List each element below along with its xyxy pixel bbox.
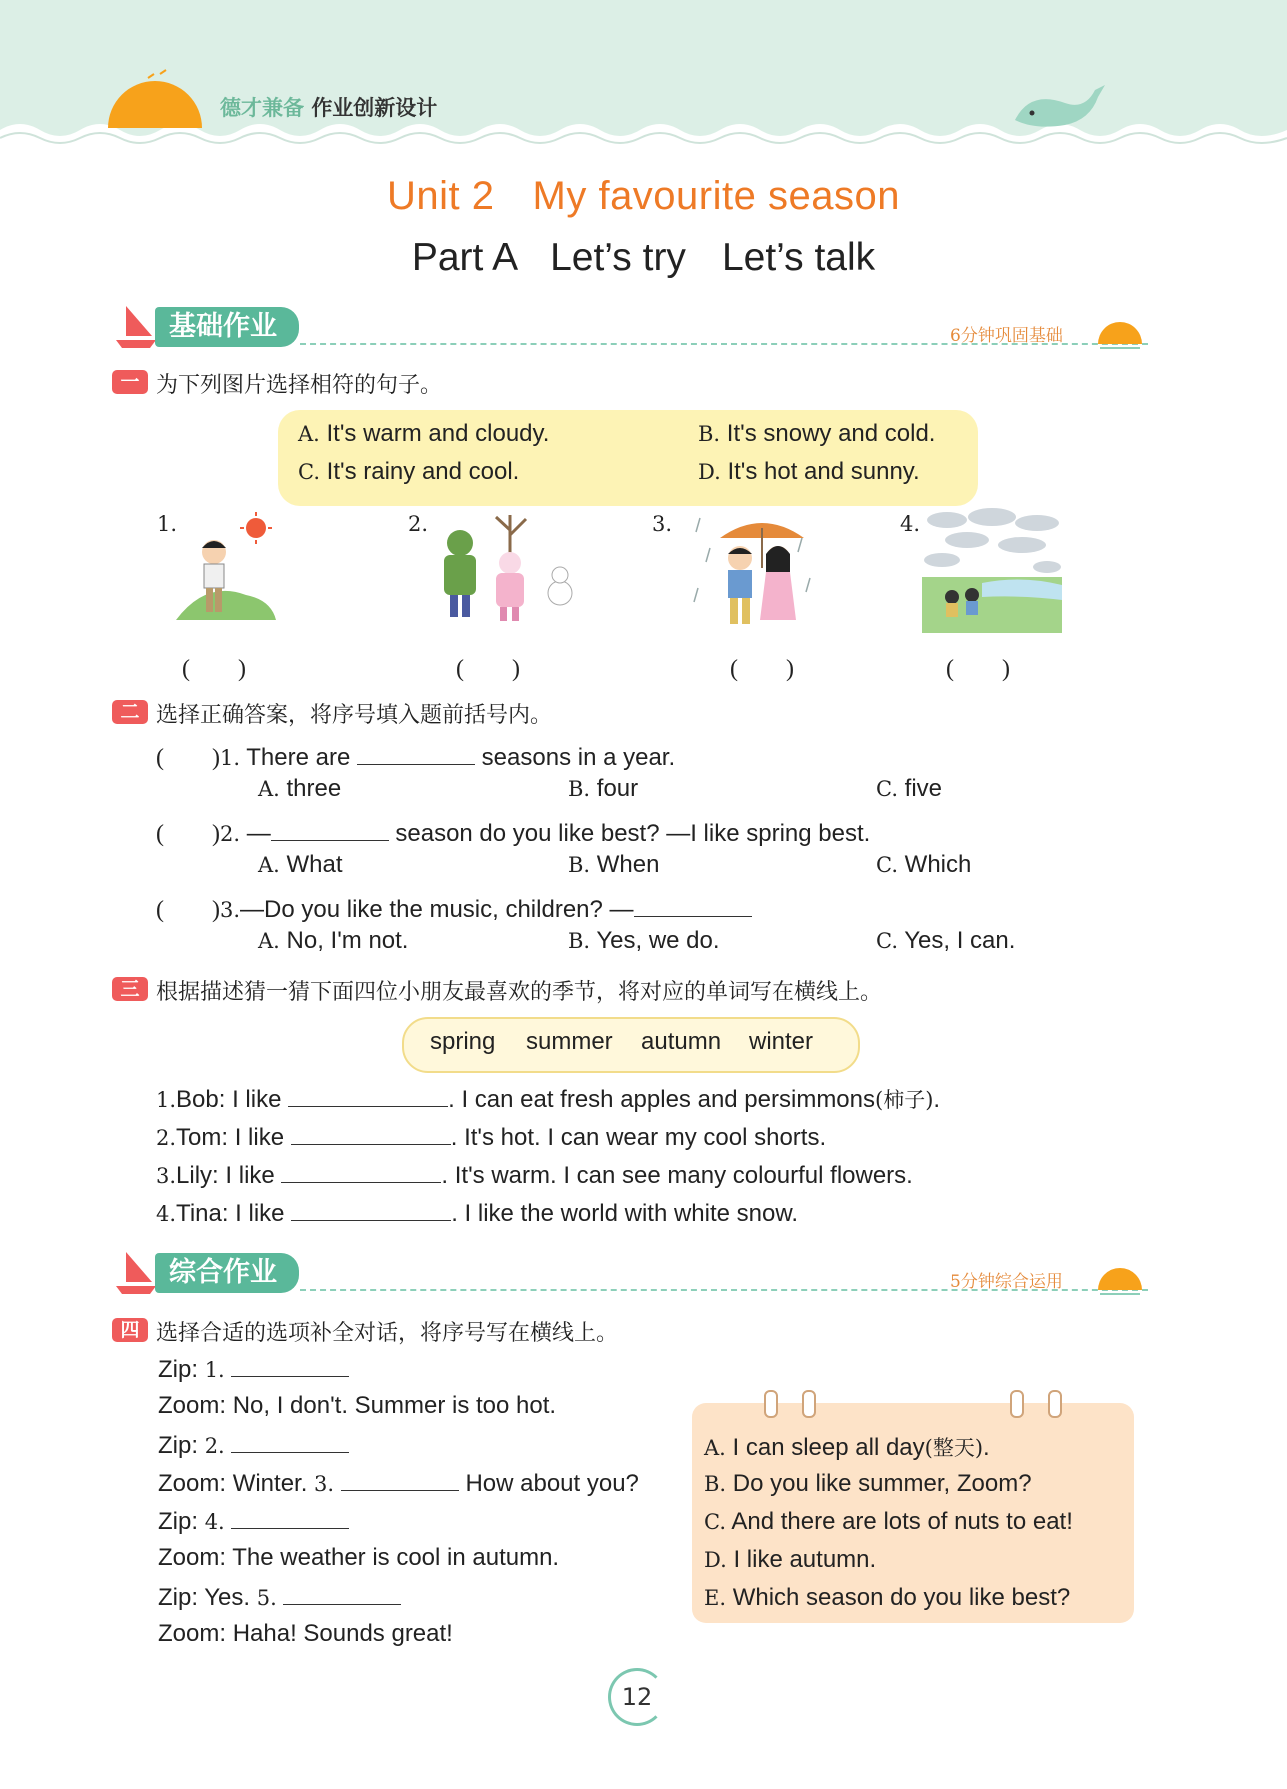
dialog-line-8: Zoom: Haha! Sounds great! <box>158 1620 453 1647</box>
q3-word-spring: spring <box>430 1028 496 1055</box>
q2-item-1-choice-a: A. three <box>258 775 342 802</box>
lesson-talk: Let’s talk <box>721 236 876 279</box>
dialog-blank-5[interactable] <box>283 1582 401 1605</box>
q3-item-2: 2.Tom: I like . It's hot. I can wear my cool shorts. <box>156 1124 827 1151</box>
q2-item-3-choice-a: A. No, I'm not. <box>258 927 409 954</box>
q1-number: 一 <box>112 370 148 394</box>
brand-sub: 作业创新设计 <box>311 96 438 120</box>
dialog-line-4: Zoom: Winter. 3. How about you? <box>158 1470 639 1497</box>
section-comprehensive-time: 5分钟综合运用 <box>950 1272 1063 1292</box>
section-comprehensive-label: 综合作业 <box>155 1253 299 1293</box>
picture-3-rainy-kids <box>690 508 820 633</box>
sailboat-icon <box>112 302 160 350</box>
q3-number: 三 <box>112 977 148 1001</box>
dialog-blank-2[interactable] <box>231 1430 349 1453</box>
picture-2-answer-paren[interactable]: ( ) <box>456 656 520 682</box>
q2-number: 二 <box>112 700 148 724</box>
q4-option-d: D. I like autumn. <box>704 1546 877 1573</box>
picture-2-snowy-kids <box>430 505 580 630</box>
q4-title: 选择合适的选项补全对话，将序号写在横线上。 <box>156 1321 619 1346</box>
binder-ring <box>802 1390 816 1418</box>
picture-4-answer-paren[interactable]: ( ) <box>946 656 1010 682</box>
q2-item-2-choice-b: B. When <box>568 851 660 878</box>
picture-2-label: 2. <box>408 512 429 536</box>
picture-1-label: 1. <box>157 512 178 536</box>
q3-item-3: 3.Lily: I like . It's warm. I can see many colourful flowers. <box>156 1162 913 1189</box>
q3-word-summer: summer <box>526 1028 613 1055</box>
q3-item-2-blank[interactable] <box>291 1122 451 1145</box>
dialog-line-1: Zip: 1. <box>158 1354 349 1384</box>
q2-item-2-choice-a: A. What <box>258 851 343 878</box>
q3-item-1: 1.Bob: I like . I can eat fresh apples and persimmons(柿子). <box>156 1086 941 1113</box>
unit-name: My favourite season <box>532 174 900 218</box>
whale-icon <box>1010 75 1110 135</box>
q2-item-1: ( )1. There are seasons in a year. <box>156 744 676 771</box>
q1-option-b: B. It's snowy and cold. <box>698 420 936 447</box>
q4-option-e: E. Which season do you like best? <box>704 1584 1071 1611</box>
q1-title: 为下列图片选择相符的句子。 <box>156 373 443 398</box>
binder-ring <box>1010 1390 1024 1418</box>
q2-item-3: ( )3.—Do you like the music, children? — <box>156 889 752 924</box>
part-label: Part A <box>411 236 519 279</box>
dialog-line-7: Zip: Yes. 5. <box>158 1582 401 1612</box>
q2-item-2-paren[interactable]: ( ) <box>156 821 220 847</box>
q1-option-d: D. It's hot and sunny. <box>698 458 920 485</box>
dialog-blank-4[interactable] <box>231 1506 349 1529</box>
q2-item-1-blank[interactable] <box>357 742 475 765</box>
dialog-blank-3[interactable] <box>341 1468 459 1491</box>
q2-item-2-choice-c: C. Which <box>876 851 972 878</box>
dialog-line-3: Zip: 2. <box>158 1430 349 1460</box>
q4-number: 四 <box>112 1318 148 1342</box>
q2-item-3-choice-b: B. Yes, we do. <box>568 927 720 954</box>
dialog-line-5: Zip: 4. <box>158 1506 349 1536</box>
sun-small-icon <box>1094 310 1146 350</box>
brand <box>220 92 437 122</box>
q2-item-1-choice-c: C. five <box>876 775 943 802</box>
q3-title: 根据描述猜一猜下面四位小朋友最喜欢的季节，将对应的单词写在横线上。 <box>156 980 883 1005</box>
q1-option-a: A. It's warm and cloudy. <box>298 420 550 447</box>
q3-item-1-blank[interactable] <box>288 1084 448 1107</box>
brand-main: 德才兼备 <box>220 96 304 120</box>
sun-logo-icon <box>100 60 210 130</box>
q1-option-c: C. It's rainy and cool. <box>298 458 520 485</box>
q3-item-4: 4.Tina: I like . I like the world with white snow. <box>156 1200 799 1227</box>
q4-option-b: B. Do you like summer, Zoom? <box>704 1470 1032 1497</box>
dialog-line-6: Zoom: The weather is cool in autumn. <box>158 1544 560 1571</box>
lesson-try: Let’s try <box>550 236 686 279</box>
q3-item-3-blank[interactable] <box>281 1160 441 1183</box>
sun-small-icon <box>1094 1256 1146 1296</box>
picture-3-answer-paren[interactable]: ( ) <box>730 656 794 682</box>
q2-item-3-paren[interactable]: ( ) <box>156 897 220 923</box>
q2-item-3-blank[interactable] <box>634 894 752 917</box>
section-basic-label: 基础作业 <box>155 307 299 347</box>
q4-option-c: C. And there are lots of nuts to eat! <box>704 1508 1073 1535</box>
dialog-line-2: Zoom: No, I don't. Summer is too hot. <box>158 1392 557 1419</box>
q2-title: 选择正确答案，将序号填入题前括号内。 <box>156 703 553 728</box>
q2-item-1-choice-b: B. four <box>568 775 639 802</box>
sailboat-icon <box>112 1248 160 1296</box>
q2-item-2-blank[interactable] <box>271 818 389 841</box>
picture-1-sunny-boy <box>176 510 286 630</box>
q3-word-autumn: autumn <box>641 1028 722 1055</box>
q4-option-a: A. I can sleep all day(整天). <box>704 1434 990 1461</box>
lesson-title <box>0 236 1287 280</box>
page-number: 12 <box>608 1668 666 1726</box>
q3-word-winter: winter <box>749 1028 814 1055</box>
picture-1-answer-paren[interactable]: ( ) <box>182 656 246 682</box>
dialog-blank-1[interactable] <box>231 1354 349 1377</box>
binder-ring <box>764 1390 778 1418</box>
unit-title <box>0 174 1287 219</box>
picture-4-cloudy-field <box>922 505 1062 635</box>
q2-item-1-paren[interactable]: ( ) <box>156 745 220 771</box>
q3-item-4-blank[interactable] <box>291 1198 451 1221</box>
binder-ring <box>1048 1390 1062 1418</box>
picture-3-label: 3. <box>652 512 673 536</box>
q2-item-2: ( )2. — season do you like best? —I like spring best. <box>156 820 871 847</box>
unit-number: Unit 2 <box>387 174 495 218</box>
picture-4-label: 4. <box>900 512 921 536</box>
q2-item-3-choice-c: C. Yes, I can. <box>876 927 1016 954</box>
section-basic-time: 6分钟巩固基础 <box>950 326 1063 346</box>
